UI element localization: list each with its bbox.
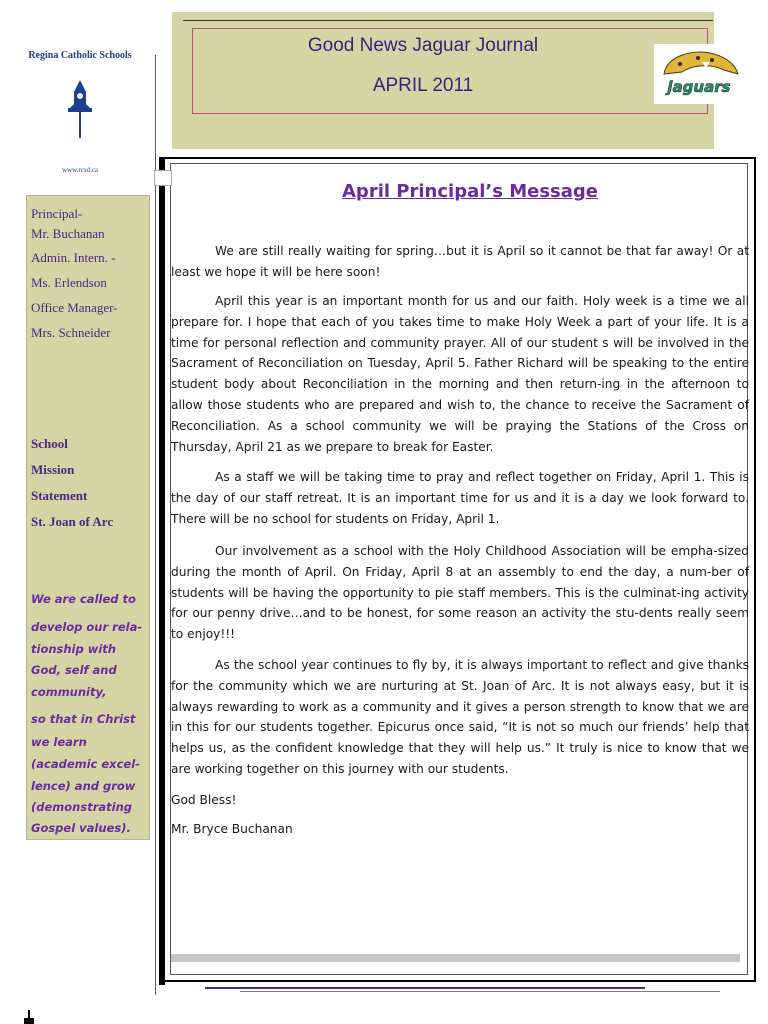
staff-name-intern: Ms. Erlendson: [31, 275, 107, 290]
school-url: www.rcsd.ca: [61, 166, 99, 174]
footer-rule-secondary: [240, 991, 720, 992]
message-paragraph: We are still really waiting for spring…but it is April so it cannot be that far away! Or at least we hope it will be here soon!: [171, 244, 749, 279]
corner-mark-icon: [22, 1010, 36, 1024]
message-title: April Principal’s Message: [342, 181, 598, 202]
school-name: Regina Catholic Schools: [28, 50, 132, 61]
newsletter-date: APRIL 2011: [372, 75, 474, 96]
mission-text-line: God, self and: [31, 663, 117, 677]
school-logo: [14, 50, 146, 180]
mission-text-line: develop our rela-: [31, 620, 143, 634]
mission-text-line: community,: [31, 685, 107, 699]
header-rule: [183, 20, 713, 21]
mission-text-line: lence) and grow: [31, 779, 136, 793]
message-paragraph: Our involvement as a school with the Holy Childhood Association will be empha-sized during the month of April. On Friday, April 8 at an assembly to end the day, a num-ber of students will be having the opportunity to pie staff members. This is the culminat-ing activity for our penny drive…and to be honest, for some reason an activity the stu-dents really seem to enjoy!!!: [171, 544, 749, 642]
frame-bottom-bar: [171, 954, 740, 962]
mission-text-line: Gospel values).: [31, 821, 131, 835]
newsletter-title: Good News Jaguar Journal: [307, 35, 539, 56]
staff-name-principal: Mr. Buchanan: [31, 226, 105, 241]
mission-text-line: (demonstrating: [31, 800, 132, 814]
staff-role-principal: Principal-: [31, 206, 83, 221]
message-closing: God Bless!: [171, 793, 237, 807]
message-signature: Mr. Bryce Buchanan: [171, 822, 293, 836]
jaguars-logo-text: jaguars: [667, 78, 731, 96]
column-divider: [155, 55, 156, 995]
staff-name-office: Mrs. Schneider: [31, 325, 111, 340]
staff-role-intern: Admin. Intern. -: [31, 250, 116, 265]
mission-heading-line: Mission: [31, 462, 75, 477]
church-emblem-icon: [64, 78, 96, 138]
mission-text-line: We are called to: [31, 592, 136, 606]
title-box: [192, 28, 708, 114]
jaguars-logo: [654, 44, 744, 104]
frame-bar: [159, 157, 165, 985]
mission-text-line: we learn: [31, 735, 87, 749]
mission-heading-line: St. Joan of Arc: [31, 514, 114, 529]
sidebar: [26, 195, 150, 840]
message-paragraph: As a staff we will be taking time to pray and reflect together on Friday, April 1. This is the day of our staff retreat. It is an important time for us and it is a day we look forward to. There will be no school for students on Friday, April 1.: [171, 470, 749, 526]
message-paragraph: April this year is an important month for us and our faith. Holy week is a time we all prepare for. I hope that each of you takes time to make Holy Week a part of your life. It is a time for personal reflection and community prayer. All of our student s will be involved in the Sacrament of Reconciliation on Tuesday, April 5. Father Richard will be speaking to the entire student body about Reconciliation in the morning and then return-ing in the afternoon to allow those students who are prepared and wish to, the chance to receive the Sacrament of Reconciliation. As a school community we will be praying the Stations of the Cross on Thursday, April 21 as we prepare to break for Easter.: [171, 294, 749, 454]
staff-role-office: Office Manager-: [31, 300, 118, 315]
mission-heading-line: School: [31, 436, 68, 451]
mission-text-line: so that in Christ: [31, 712, 136, 726]
message-paragraph: As the school year continues to fly by, it is always important to reflect and give thanks for the community which we are nurturing at St. Joan of Arc. It is not always easy, but it is always rewarding to work as a community and it gives a person strength to know that we are in this for our students together. Epicurus once said, “It is not so much our friends’ help that helps us, as the confident knowledge that they will help us.” It truly is nice to know that we are working together on this journey with our students.: [171, 658, 749, 776]
mission-heading-line: Statement: [31, 488, 88, 503]
footer-rule: [205, 987, 645, 989]
mission-text-line: tionship with: [31, 642, 116, 656]
mission-text-line: (academic excel-: [31, 757, 140, 771]
